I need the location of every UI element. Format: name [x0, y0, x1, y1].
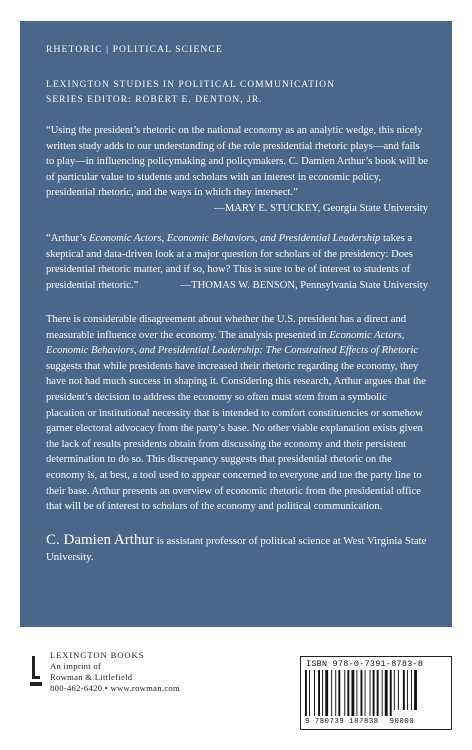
series-title: LEXINGTON STUDIES IN POLITICAL COMMUNICATION [46, 80, 336, 90]
publisher-text [50, 650, 180, 694]
quote-2-attribution: —THOMAS W. BENSON, Pennsylvania State University [180, 279, 428, 291]
author-bio [46, 532, 428, 565]
publisher-block [30, 650, 180, 694]
endorsement-quote-2 [46, 231, 428, 293]
price-code: 90000 [389, 718, 415, 726]
series-info [46, 78, 335, 108]
quote-2-post: takes a skeptical and data-driven look at a major question for scholars of the presidency: Does presidential rhetoric matter, and if so, how? This is sure to be of interest to students of presidential rhetoric.” [46, 233, 413, 291]
back-cover-panel [20, 21, 452, 627]
quote-1-attribution: —MARY E. STUCKEY, Georgia State University [214, 202, 428, 214]
category-label: RHETORIC | POLITICAL SCIENCE [46, 44, 223, 55]
endorsement-quote-1 [46, 123, 428, 217]
publisher-contact: 800-462-6420 • www.rowman.com [50, 683, 181, 693]
quote-2-pre: “Arthur’s [46, 233, 90, 244]
description-pre: There is considerable disagreement about whether the U.S. president has a direct and measurable influence over the economy. The analysis presented in [46, 314, 407, 341]
publisher-imprint-1: An imprint of [50, 661, 102, 671]
barcode-bars [305, 670, 449, 718]
publisher-imprint-2: Rowman & Littlefield [50, 672, 133, 682]
isbn-label: ISBN 978-0-7391-8783-8 [306, 659, 424, 669]
barcode-number: 9 780739 187838 [305, 718, 379, 726]
quote-1-text: “Using the president’s rhetoric on the national economy as an analytic wedge, this nicely written study adds to our understanding of the role presidential rhetoric plays—and fails to play—in influencing policymaking and policymakers. C. Damien Arthur’s book will be of particular value to students and scholars with an interest in economic policy, presidential rhetoric, and the ways in which they intersect.” [46, 125, 428, 199]
isbn-barcode [300, 656, 452, 730]
author-bio-text: is assistant professor of political science at West Virginia State University. [46, 535, 427, 563]
description-post: suggests that while presidents have increased their rhetoric regarding the economy, they have not had much success in shaping it. Considering this research, Arthur argues that the president’s decision to address the economy so often must stem from a symbolic placation or institutional necessity that is intended to comfort constituencies or somehow garner electoral advocacy from the party’s base. No other viable explanation exists given the lack of results presidents obtain from discussing the economy and their persistent determination to do so. This discrepancy suggests that presidential rhetoric on the economy is, at best, a tool used to appear concerned to everyone and toe the party line to their base. Arthur presents an overview of economic rhetoric from the presidential office that will be of interest to scholars of the economy and political communication. [46, 360, 426, 513]
lexington-logo-icon [30, 652, 42, 688]
description-book-title: Economic Actors, Economic Behaviors, and Presidential Leadership: The Constrained Effects of Rhetoric [46, 329, 419, 357]
quote-2-book-title: Economic Actors, Economic Behaviors, and Presidential Leadership [89, 233, 381, 244]
publisher-name: LEXINGTON BOOKS [50, 650, 145, 660]
book-description [46, 312, 428, 515]
barcode-digits [305, 718, 414, 726]
series-editor: SERIES EDITOR: ROBERT E. DENTON, JR. [46, 95, 263, 105]
author-name: C. Damien Arthur [46, 532, 154, 548]
